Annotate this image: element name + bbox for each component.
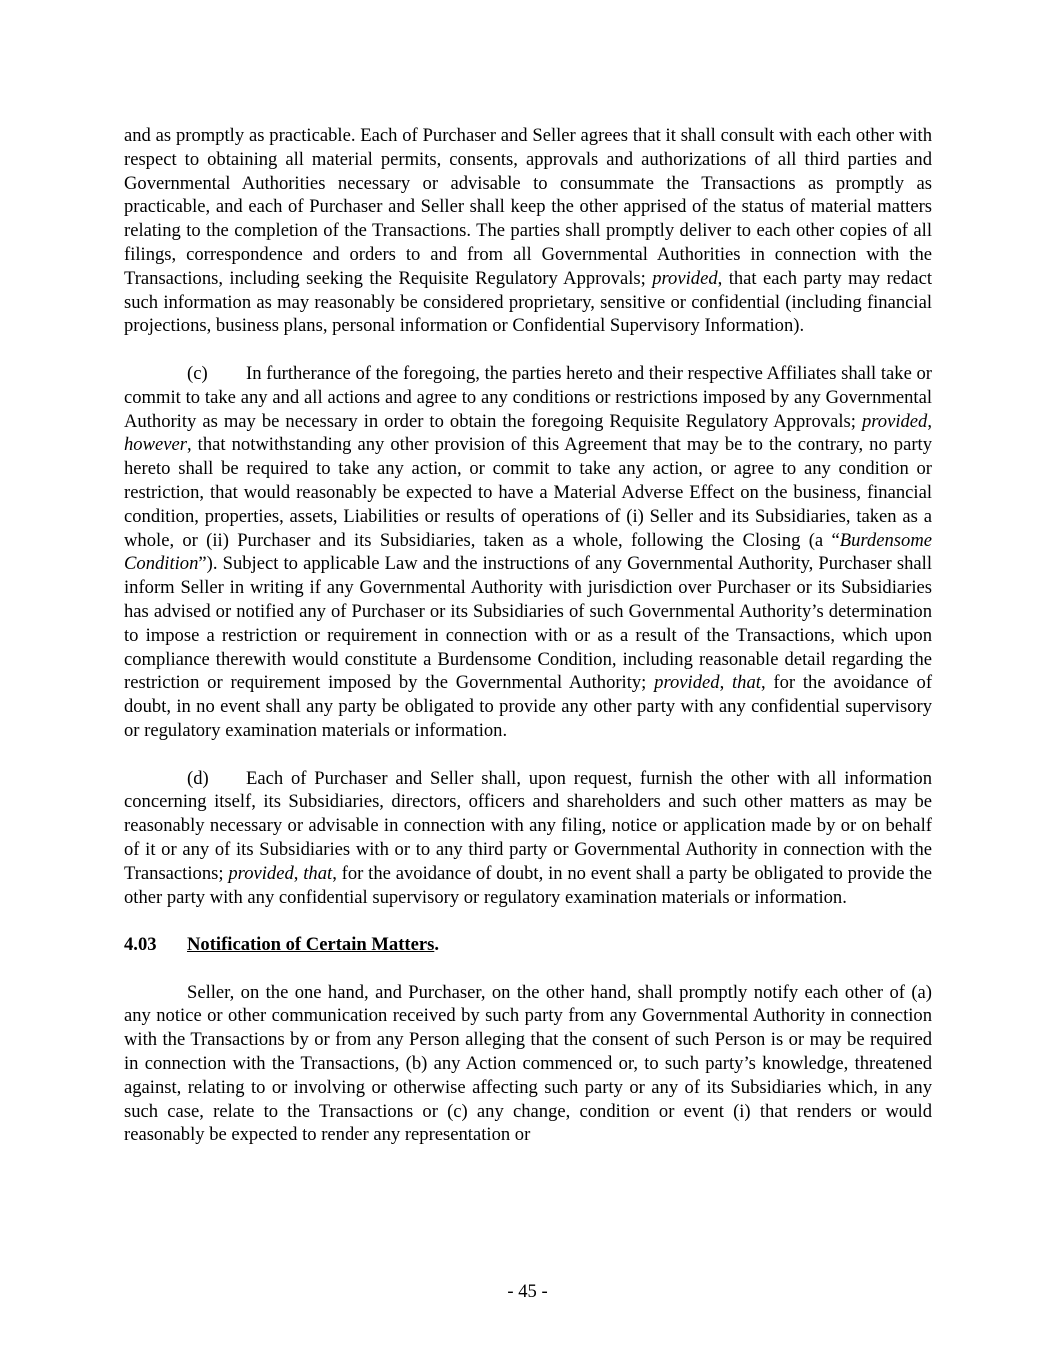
section-heading bbox=[124, 933, 932, 957]
text-run: , that notwithstanding any other provision of this Agreement that may be to the contrary, no party hereto shall be required to take any action, or commit to take any action, or agree to any condition or restriction, that would reasonably be expected to have a Material Adverse Effect on the business, financial condition, properties, assets, Liabilities or results of operations of (i) Seller and its Subsidiaries, taken as a whole, or (ii) Purchaser and its Subsidiaries, taken as a whole, following the Closing (a “ bbox=[124, 434, 932, 551]
paragraph-label: (c) bbox=[187, 362, 208, 384]
section-title-period: . bbox=[434, 934, 439, 956]
section-number: 4.03 bbox=[124, 934, 157, 956]
text-run: , that each party may redact such information as may reasonably be considered proprietary, sensitive or confidential (including financial projections, business plans, personal information or Confidential Supervisory Information). bbox=[124, 267, 932, 337]
italic-run: Burdensome Condition bbox=[124, 529, 932, 575]
text-run: , for the avoidance of doubt, in no event shall a party be obligated to provide the other party with any confidential supervisory or regulatory examination materials or information. bbox=[124, 862, 933, 908]
paragraph-c bbox=[124, 362, 932, 743]
text-run: and as promptly as practicable. Each of Purchaser and Seller agrees that it shall consult with each other with respect to obtaining all material permits, consents, approvals and authorizations of all third parties and Governmental Authorities necessary or advisable to consummate the Transactions as promptly as practicable, and each of Purchaser and Seller shall keep the other apprised of the status of material matters relating to the completion of the Transactions. The parties shall promptly deliver to each other copies of all filings, correspondence and orders to and from all Governmental Authorities in connection with the Transactions, including seeking the Requisite Regulatory Approvals; bbox=[124, 125, 932, 289]
paragraph-label: (d) bbox=[187, 767, 209, 789]
text-run: , for the avoidance of doubt, in no event shall any party be obligated to provide any other party with any confidential supervisory or regulatory examination materials or information. bbox=[124, 672, 933, 741]
italic-run: that bbox=[732, 672, 761, 694]
paragraph-d bbox=[124, 767, 932, 910]
section-title: Notification of Certain Matters bbox=[187, 934, 435, 956]
document-page bbox=[124, 124, 932, 1171]
italic-run: provided bbox=[654, 672, 720, 694]
text-run: , bbox=[927, 410, 932, 432]
italic-run: that bbox=[303, 862, 333, 884]
italic-run: however bbox=[124, 434, 187, 456]
italic-run: provided bbox=[652, 267, 718, 289]
italic-run: provided bbox=[228, 862, 294, 884]
text-run: ”). Subject to applicable Law and the instructions of any Governmental Authority, Purchaser shall inform Seller in writing if any Governmental Authority with jurisdiction over Purchaser or its Subsidiaries has advised or notified any of Purchaser or its Subsidiaries of such Governmental Authority’s determination to impose a restriction or requirement in connection with or as a result of the Transactions, which upon compliance therewith would constitute a Burdensome Condition, including reasonable detail regarding the restriction or requirement imposed by the Governmental Authority; bbox=[124, 553, 932, 694]
paragraph-4-03: Seller, on the one hand, and Purchaser, on the other hand, shall promptly notify each other of (a) any notice or other communication received by such party from any Governmental Authority in connection with the Transactions by or from any Person alleging that the consent of such Person is or may be required in connection with the Transactions, (b) any Action commenced or, to such party’s knowledge, threatened against, relating to or involving or otherwise affecting such party or any of its Subsidiaries which, in any such case, relate to the Transactions or (c) any change, condition or event (i) that renders or would reasonably be expected to render any representation or bbox=[124, 981, 932, 1146]
paragraph-b-continued bbox=[124, 124, 932, 338]
page-number: - 45 - bbox=[507, 1281, 548, 1302]
text-run: , bbox=[293, 862, 304, 884]
text-run: In furtherance of the foregoing, the parties hereto and their respective Affiliates shall take or commit to take any and all actions and agree to any conditions or restrictions imposed by any Governmental Authority as may be necessary in order to obtain the foregoing Requisite Regulatory Approvals; bbox=[124, 362, 932, 432]
text-run: , bbox=[719, 672, 733, 694]
text-run: Each of Purchaser and Seller shall, upon request, furnish the other with all information concerning itself, its Subsidiaries, directors, officers and shareholders and such other matters as may be reasonably necessary or advisable in connection with any filing, notice or application made by or on behalf of it or any of its Subsidiaries with or to any third party or Governmental Authority in connection with the Transactions; bbox=[124, 767, 932, 884]
italic-run: provided bbox=[861, 410, 928, 432]
